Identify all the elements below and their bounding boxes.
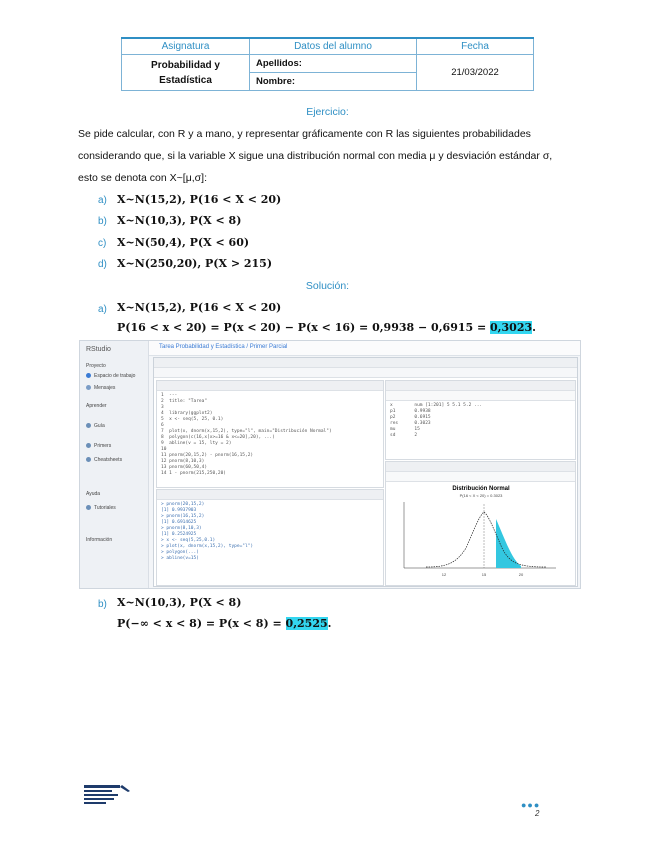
sol-b-mark: b) bbox=[98, 599, 107, 610]
col-asignatura: Asignatura bbox=[122, 38, 250, 55]
item-c-text: X~N(50,4), P(X < 60) bbox=[117, 236, 250, 249]
normal-plot bbox=[386, 482, 575, 585]
sol-b-eq-text: P(−∞ < x < 8) = P(x < 8) = bbox=[117, 617, 286, 630]
plot-title: Distribución Normal bbox=[452, 486, 510, 492]
sol-a-title: X~N(15,2), P(16 < X < 20) bbox=[117, 301, 282, 314]
sb-item-4: Guía bbox=[86, 423, 105, 429]
sol-b-equation bbox=[117, 617, 332, 630]
tick-3: 20 bbox=[518, 572, 524, 577]
nombre-label: Nombre: bbox=[250, 73, 417, 91]
tick-2: 15 bbox=[481, 572, 487, 577]
intro-line2: considerando que, si la variable X sigue una distribución normal con media μ y desviación estándar σ, bbox=[78, 150, 553, 162]
sol-b-end: . bbox=[327, 617, 332, 630]
header-table bbox=[121, 37, 534, 91]
item-c-mark: c) bbox=[98, 238, 107, 249]
item-d-text: X~N(250,20), P(X > 215) bbox=[117, 257, 273, 270]
plot-subtitle: P(16 < X < 20) = 0.3023 bbox=[459, 493, 503, 498]
item-b-text: X~N(10,3), P(X < 8) bbox=[117, 214, 242, 227]
subject-line1: Probabilidad y bbox=[151, 59, 220, 71]
editor-pane bbox=[156, 380, 384, 488]
item-a-text: X~N(15,2), P(16 < X < 20) bbox=[117, 193, 282, 206]
sol-a-eq-text: P(16 < x < 20) = P(x < 20) − P(x < 16) = 0,9938 − 0,6915 = bbox=[117, 321, 491, 334]
item-d-mark: d) bbox=[98, 259, 107, 270]
environment-pane bbox=[385, 380, 576, 460]
item-b-mark: b) bbox=[98, 216, 107, 227]
sb-item-8: Tutoriales bbox=[86, 505, 116, 511]
ejercicio-title: Ejercicio: bbox=[306, 106, 349, 118]
apellidos-label: Apellidos: bbox=[250, 55, 417, 73]
window-title: Tarea Probabilidad y Estadística / Primer Parcial bbox=[159, 344, 288, 350]
density-curve bbox=[426, 512, 546, 567]
rstudio-logo: RStudio bbox=[86, 346, 111, 353]
dots-icon: ●●● bbox=[521, 800, 541, 810]
page-number: 2 bbox=[535, 809, 540, 818]
sol-b-title: X~N(10,3), P(X < 8) bbox=[117, 596, 242, 609]
plot-pane bbox=[385, 461, 576, 586]
sb-item-6: Cheatsheets bbox=[86, 457, 122, 463]
sb-item-2: Mensajes bbox=[86, 385, 115, 391]
item-a-mark: a) bbox=[98, 195, 107, 206]
sb-item-7: Ayuda bbox=[86, 491, 101, 497]
sol-a-equation bbox=[117, 321, 536, 334]
rstudio-window bbox=[153, 357, 578, 587]
sb-item-1: Espacio de trabajo bbox=[86, 373, 135, 379]
solucion-title: Solución: bbox=[305, 280, 350, 292]
console-pane bbox=[156, 489, 384, 586]
sol-a-result: 0,3023 bbox=[490, 321, 533, 334]
tick-1: 12 bbox=[441, 572, 447, 577]
subject-line2: Estadística bbox=[159, 74, 212, 86]
sb-item-9: Información bbox=[86, 537, 113, 543]
menu-bar bbox=[154, 358, 577, 368]
sol-b-result: 0,2525 bbox=[285, 617, 328, 630]
fecha-value: 21/03/2022 bbox=[417, 55, 534, 91]
col-datos-alumno: Datos del alumno bbox=[250, 38, 417, 55]
console-lines: > pnorm(20,15,2) [1] 0.9937903 > pnorm(16,15,2) [1] 0.6914625 > pnorm(8,10,3) [1] 0.2524925 > x <- seq(5,25,0.1) > plot(x, dnorm(x,15,2), type="l") > polygon(...) > abline(v=15) bbox=[161, 502, 254, 561]
intro-paragraph bbox=[78, 123, 578, 189]
toolbar bbox=[154, 368, 577, 378]
university-logo bbox=[84, 785, 134, 807]
sb-item-0: Proyecto bbox=[86, 363, 106, 369]
intro-line1: Se pide calcular, con R y a mano, y representar gráficamente con R las siguientes probabilidades bbox=[78, 128, 531, 140]
subject-cell bbox=[122, 55, 250, 91]
sol-a-mark: a) bbox=[98, 304, 107, 315]
screenshot-sidebar bbox=[80, 341, 149, 588]
sb-item-3: Aprender bbox=[86, 403, 107, 409]
sb-item-5: Primers bbox=[86, 443, 111, 449]
rstudio-screenshot bbox=[79, 340, 581, 589]
col-fecha: Fecha bbox=[417, 38, 534, 55]
screenshot-topbar bbox=[149, 341, 580, 356]
env-lines: x num [1:201] 5 5.1 5.2 ... p1 0.9938 p2 0.6915 res 0.3023 mu 15 sd 2 bbox=[390, 403, 483, 438]
sol-a-end: . bbox=[532, 321, 536, 334]
intro-line3: esto se denota con X~[μ,σ]: bbox=[78, 172, 207, 184]
code-lines: 1 --- 2 title: "Tarea" 3 4 library(ggplot2) 5 x <- seq(5, 25, 0.1) 6 7 plot(x, dnorm(x,15,2), type="l", main="Distribución Normal") 8 polygon(c(16,x[x>=16 & x<=20],20), ...) 9 abline(v = 15, lty = 2) 10 11 pnorm(20,15,2) - pnorm(16,15,2) 12 pnorm(8,10,3) 13 pnorm(60,50,4) 14 1 - pnorm(215,250,20) bbox=[161, 393, 332, 476]
